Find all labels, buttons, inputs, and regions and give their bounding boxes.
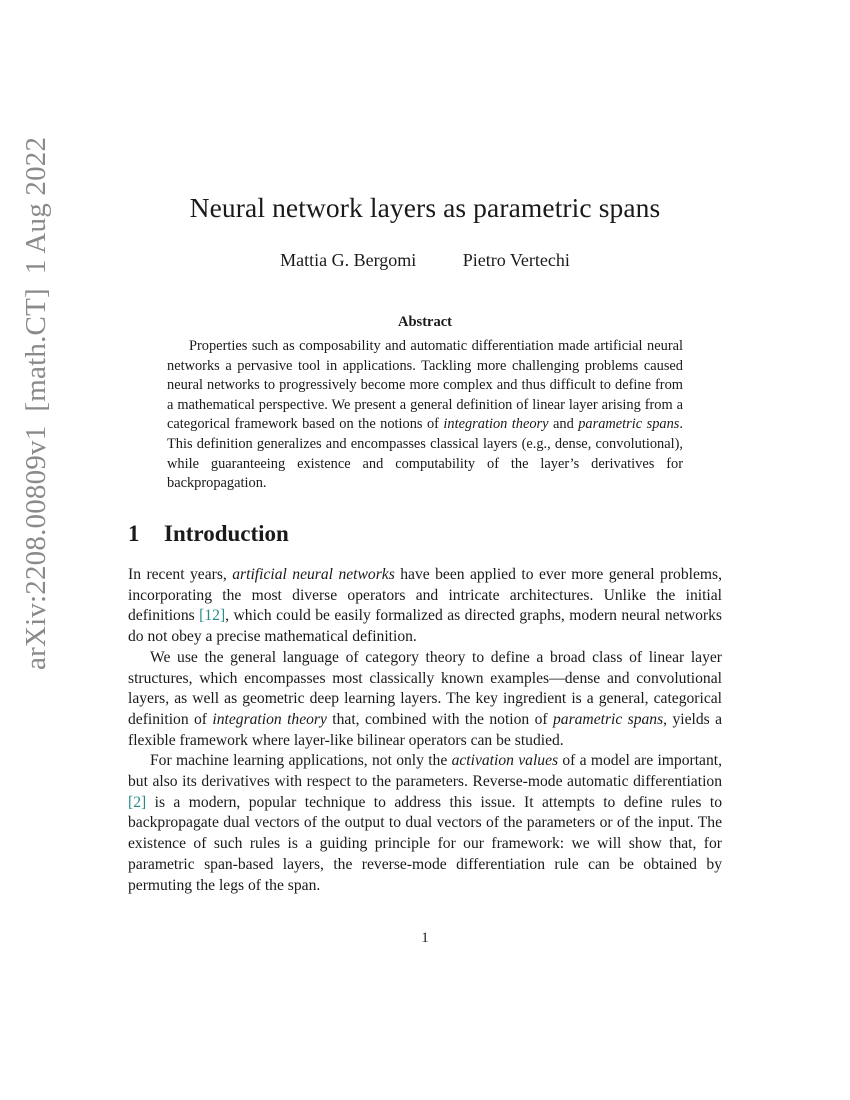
text-run: . This definition generalizes and encompasses classical layers (e.g., dense, convolutional), while guaranteeing existence and computability of the layer’s derivatives for backpropagation.	[167, 416, 683, 492]
section-title: Introduction	[164, 521, 289, 546]
emphasis: parametric spans	[552, 710, 664, 728]
section-number: 1	[128, 521, 140, 546]
emphasis: artificial neural networks	[232, 566, 395, 583]
arxiv-category: [math.CT]	[20, 288, 52, 412]
text-run: We use the general language of category theory to define a broad class of linear layer structures, which encompasses most classically known examples—dense and convolutional layers, as well as geometric deep learning layers. The key ingredient is a general, categorical definition of	[128, 648, 722, 728]
text-run: In recent years,	[128, 566, 233, 583]
arxiv-id: arXiv:2208.00809v1	[20, 425, 52, 670]
text-run: Properties such as composability and automatic differentiation made artificial neural networks a pervasive tool in applications. Tackling more challenging problems caused neural networks to progressively become more complex and thus difficult to define from a mathematical perspective. We present a general definition of linear layer arising from a categorical framework based on the notions of	[167, 338, 683, 433]
text-run: that, combined with the notion of	[326, 710, 553, 728]
emphasis: integration theory	[443, 416, 549, 433]
text-run: and	[548, 416, 579, 433]
abstract-text	[167, 337, 683, 494]
paragraph	[128, 565, 722, 648]
paragraph	[128, 648, 722, 752]
citation-link[interactable]: [2]	[128, 793, 147, 811]
page-number: 1	[421, 930, 429, 946]
section-heading	[128, 521, 289, 547]
emphasis: integration theory	[212, 710, 327, 728]
section-body	[128, 565, 722, 896]
abstract-heading: Abstract	[398, 314, 452, 330]
text-run: have been applied to ever more general problems, incorporating the most diverse operators and intricate architectures. Unlike the initial definitions	[128, 566, 722, 625]
paper-title: Neural network layers as parametric spans	[189, 192, 661, 223]
author-name: Pietro Vertechi	[462, 250, 570, 270]
abstract	[167, 314, 683, 494]
text-run: , which could be easily formalized as directed graphs, modern neural networks do not obey a precise mathematical definition.	[128, 607, 722, 646]
citation-link[interactable]: [12]	[199, 607, 226, 625]
text-run: , yields a flexible framework where layer-like bilinear operators can be studied.	[128, 710, 722, 749]
author-name: Mattia G. Bergomi	[280, 250, 417, 270]
emphasis: activation values	[451, 752, 559, 770]
text-run: For machine learning applications, not only the	[150, 752, 452, 770]
paragraph	[128, 751, 722, 896]
arxiv-date: 1 Aug 2022	[20, 136, 52, 275]
emphasis: parametric spans	[578, 416, 680, 433]
text-run: of a model are important, but also its derivatives with respect to the parameters. Reverse-mode automatic differentiation	[128, 752, 722, 791]
text-run: is a modern, popular technique to address this issue. It attempts to define rules to backpropagate dual vectors of the output to dual vectors of the parameters or of the input. The existence of such rules is a guiding principle for our framework: we will show that, for parametric span-based layers, the reverse-mode differentiation rule can be obtained by permuting the legs of the span.	[128, 793, 722, 894]
author-list	[0, 250, 850, 271]
